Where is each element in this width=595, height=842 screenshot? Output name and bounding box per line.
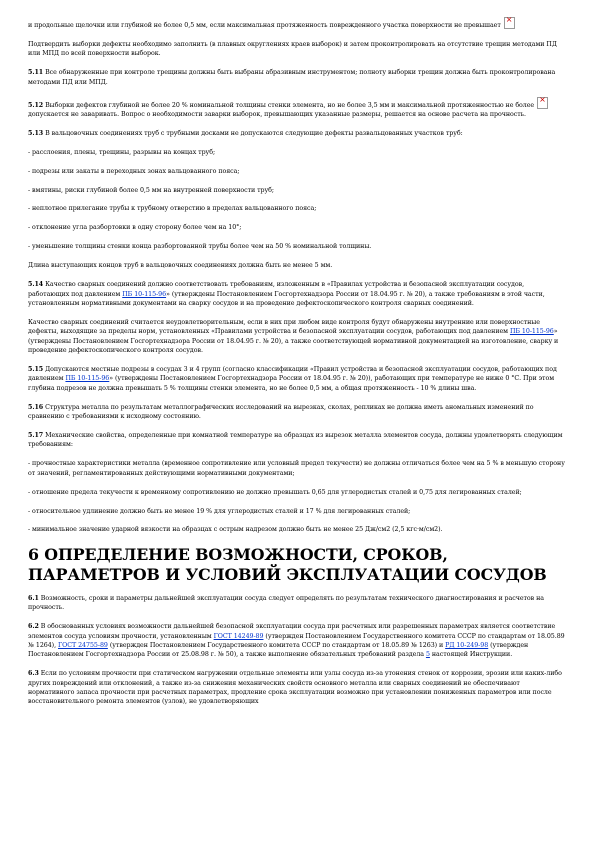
paragraph-text: Длина выступающих концов труб в вальцовочных соединениях должна быть не менее 5 мм. bbox=[28, 262, 333, 270]
section-6-heading: 6 ОПРЕДЕЛЕНИЕ ВОЗМОЖНОСТИ, СРОКОВ, ПАРАМЕТРОВ И УСЛОВИЙ ЭКСПЛУАТАЦИИ СОСУДОВ bbox=[28, 544, 547, 584]
paragraph-text: (утвержден Постановлением Госгортехнадзора России от 25.08.98 г. № 50), а также выполнение обязательных требований раздела bbox=[28, 641, 529, 659]
paragraph bbox=[28, 318, 565, 356]
clause-number: 5.13 bbox=[28, 129, 44, 137]
paragraph bbox=[28, 186, 565, 195]
paragraph bbox=[28, 488, 565, 497]
document-link[interactable]: ГОСТ 24755-89 bbox=[58, 641, 108, 649]
paragraph-text: » (утверждены Постановлением Госгортехнадзора России от 18.04.95 г. № 20), а также требованиям в этой части, установленным нормативными документами на сварку сосудов и на проведение дефектоскопического контроля сварных соединений. bbox=[28, 290, 545, 307]
clause-number: 6.3 bbox=[28, 670, 39, 678]
paragraph bbox=[28, 507, 565, 516]
paragraph-text: Все обнаруженные при контроле трещины должны быть выбраны абразивным инструментом; полноту выборки трещин должна быть проконтролирована методами ПД или МПД. bbox=[28, 69, 556, 86]
paragraph bbox=[28, 97, 565, 120]
clause-number: 6.1 bbox=[28, 594, 39, 602]
clause-number: 6.2 bbox=[28, 623, 39, 631]
paragraph-text: Структура металла по результатам металлографических исследований на вырезках, сколах, репликах не должна иметь аномальных изменений по сравнению с требованиями к исходному состоянию. bbox=[28, 403, 534, 421]
paragraph-text: - минимальное значение ударной вязкости на образцах с острым надрезом должно быть не менее 25 Дж/см2 (2,5 кгс·м/см2). bbox=[28, 526, 443, 534]
paragraph bbox=[28, 17, 565, 30]
paragraph-text: Механические свойства, определенные при комнатной температуре на образцах из вырезок металла элементов сосуда, должны удовлетворять следующим требованиям: bbox=[28, 431, 563, 449]
paragraph bbox=[28, 622, 565, 660]
paragraph bbox=[28, 68, 565, 87]
paragraph-text: » (утверждены Постановлением Госгортехнадзора России от 18.04.95 г. № 20), а также соответствующей нормативной документацией на изготовление, сварку и проведение дефектоскопического контроля сосудов. bbox=[28, 328, 559, 355]
clause-number: 5.17 bbox=[28, 431, 44, 439]
paragraph-text: (утвержден Постановлением Государственного комитета СССР по стандартам от 18.05.89 № 1263) и bbox=[107, 641, 446, 649]
paragraph bbox=[28, 280, 565, 308]
paragraph-text: - расслоения, плены, трещины, разрывы на концах труб; bbox=[28, 148, 216, 156]
clause-number: 5.16 bbox=[28, 403, 44, 411]
paragraph-text: Качество сварных соединений должно соответствовать требованиям, изложенным в «Правилах устройства и безопасной эксплуатации сосудов, работающих под давлением bbox=[28, 281, 525, 298]
paragraph-text: Подтвердить выборки дефекты необходимо заполнить (в плавных округлениях краев выборок) и затем проконтролировать на отсутствие трещин методами ПД или МПД по всей поверхности выборок. bbox=[28, 40, 557, 58]
paragraph-text: Возможность, сроки и параметры дальнейшей эксплуатации сосуда следует определять по результатам технического диагностирования и расчетов на прочность. bbox=[28, 594, 544, 612]
document-link[interactable]: 5 bbox=[425, 651, 430, 659]
broken-image-icon bbox=[504, 17, 515, 29]
paragraph bbox=[28, 261, 565, 270]
paragraph bbox=[28, 669, 565, 707]
paragraph bbox=[28, 167, 565, 176]
paragraph-text: - прочностные характеристики металла (временное сопротивление или условный предел текучести) не должны отличаться более чем на 5 % в меньшую сторону от значений, регламентированных действующими нормативными документами; bbox=[28, 460, 565, 477]
clause-number: 5.11 bbox=[28, 69, 44, 77]
paragraph bbox=[28, 242, 565, 251]
clause-number: 5.12 bbox=[28, 101, 44, 109]
document-link[interactable]: РД 10-249-98 bbox=[445, 641, 489, 649]
document-link[interactable]: ПБ 10-115-96 bbox=[122, 290, 167, 298]
paragraph-text: В вальцовочных соединениях труб с трубными досками не допускаются следующие дефекты развальцованных участков труб: bbox=[43, 129, 463, 137]
section-5-continuation bbox=[28, 17, 565, 535]
paragraph bbox=[28, 594, 565, 613]
paragraph-text: Если по условиям прочности при статическом нагружении отдельные элементы или узлы сосуда из-за утонения стенок от коррозии, эрозии или каких-либо других повреждений или отклонений, а также из-за снижения механических свойств основного металла или сварных соединений не обеспечивают нормативного запаса прочности при расчетных параметрах, продление срока эксплуатации возможно при установлении пониженных параметров или после восстановительного ремонта элементов (узлов), не удовлетворяющих bbox=[28, 670, 562, 706]
paragraph-text: допускается не заваривать. Вопрос о необходимости заварки выборок, превышающих указанные размеры, решается на основе расчета на прочность. bbox=[28, 110, 527, 118]
paragraph bbox=[28, 403, 565, 422]
clause-number: 5.14 bbox=[28, 281, 44, 289]
paragraph-text: - отклонение угла разбортовки в одну сторону более чем на 10°; bbox=[28, 224, 242, 232]
paragraph bbox=[28, 40, 565, 59]
broken-image-icon bbox=[537, 97, 548, 109]
paragraph-text: и продольные щелочки или глубиной не более 0,5 мм, если максимальная протяженность поврежденного участка поверхности не превышает bbox=[28, 22, 503, 29]
paragraph-text: - отношение предела текучести к временному сопротивлению не должно превышать 0,65 для углеродистых сталей и 0,75 для легированных сталей; bbox=[28, 488, 522, 496]
clause-number: 5.15 bbox=[28, 365, 44, 373]
paragraph-text: В обоснованных условиях возможности дальнейшей безопасной эксплуатации сосуда при расчетных или разрешенных параметрах является соответствие элементов сосуда условиям прочности, установленным bbox=[28, 623, 556, 640]
paragraph bbox=[28, 459, 565, 478]
section-6-body bbox=[28, 594, 565, 707]
paragraph bbox=[28, 431, 565, 450]
paragraph-text: - вмятины, риски глубиной более 0,5 мм на внутренней поверхности труб; bbox=[28, 186, 274, 194]
paragraph-text: - уменьшение толщины стенки конца разбортованной трубы более чем на 50 % номинальной толщины. bbox=[28, 243, 372, 251]
document-link[interactable]: ПБ 10-115-96 bbox=[65, 375, 110, 383]
paragraph-text: - подрезы или закаты в переходных зонах вальцованного пояса; bbox=[28, 167, 240, 175]
paragraph bbox=[28, 223, 565, 232]
paragraph-text: Качество сварных соединений считается неудовлетворительным, если в них при любом виде контроля будут обнаружены внутренние или поверхностные дефекты, выходящие за пределы норм, установленных «Правилами устройства и безопасной эксплуатации сосудов, работающих под давлением bbox=[28, 318, 540, 336]
paragraph-text: настоящей Инструкции. bbox=[429, 651, 513, 659]
paragraph-text: Выборки дефектов глубиной не более 20 % номинальной толщины стенки элемента, но не более 3,5 мм и максимальной протяженностью не более bbox=[43, 101, 537, 109]
paragraph-text: - неплотное прилегание трубы к трубному отверстию в пределах вальцованного пояса; bbox=[28, 205, 317, 213]
paragraph bbox=[28, 129, 565, 138]
paragraph-text: » (утверждены Постановлением Госгортехнадзора России от 18.04.95 г. № 20)), работающих при температуре не ниже 0 °С. При этом глубина подрезов не должна превышать 5 % толщины стенки элемента, но не более 0,5 мм, а общая протяженность - 10 % длины шва. bbox=[28, 375, 555, 392]
document-link[interactable]: ГОСТ 14249-89 bbox=[213, 632, 264, 640]
paragraph bbox=[28, 525, 565, 534]
document-link[interactable]: ПБ 10-115-96 bbox=[509, 328, 554, 336]
paragraph-text: - относительное удлинение должно быть не менее 19 % для углеродистых сталей и 17 % для легированных сталей; bbox=[28, 507, 411, 515]
paragraph bbox=[28, 365, 565, 393]
paragraph bbox=[28, 204, 565, 213]
paragraph bbox=[28, 148, 565, 157]
paragraph-text: Допускаются местные подрезы в сосудах 3 и 4 групп (согласно классификации «Правил устройства и безопасной эксплуатации сосудов, работающих под давлением bbox=[28, 365, 557, 383]
paragraph-text: (утвержден Постановлением Государственного комитета СССР по стандартам от 18.05.89 № 1264), bbox=[28, 632, 565, 649]
